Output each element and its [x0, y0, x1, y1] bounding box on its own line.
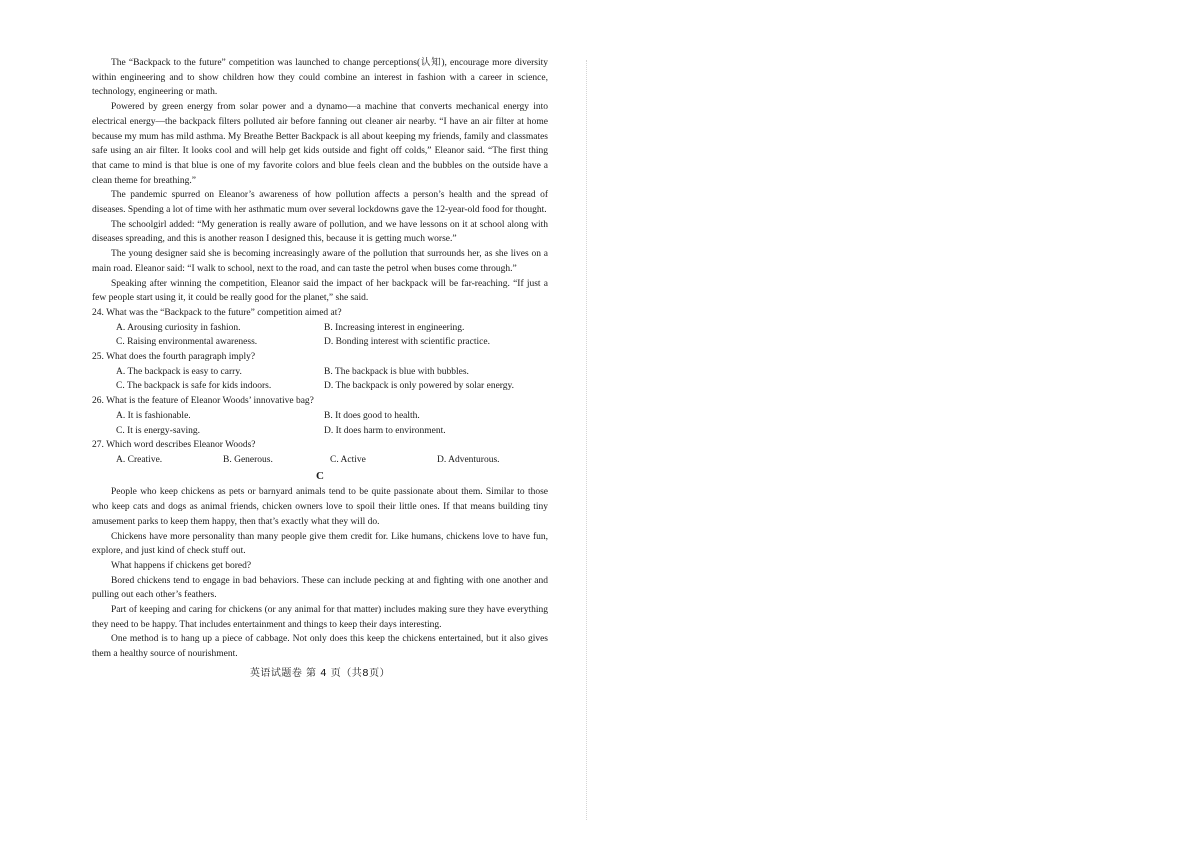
option-b: B. Increasing interest in engineering.	[324, 322, 465, 333]
passage-c	[92, 485, 548, 661]
option-d: D. Bonding interest with scientific practice.	[324, 337, 490, 348]
passage-b-paragraph-5: The young designer said she is becoming increasingly aware of the pollution that surrounds her, as she lives on a main road. Eleanor said: “I walk to school, next to the road, and can taste the petrol when buses come through.”	[92, 249, 548, 274]
passage-b-paragraph-2: Powered by green energy from solar power and a dynamo—a machine that converts mechanical energy into electrical energy—the backpack filters polluted air before fanning out cleaner air nearby. “I have an air filter at home because my mum has mild asthma. My Breathe Better Backpack is all about keeping my friends, family and classmates safe using an air filter. It looks cool and will help get kids outside and fight off colds,” Eleanor said. “The first thing that came to mind is that blue is one of my favorite colors and blue feels clean and the bubbles on the outside have a clean theme for breathing.”	[92, 102, 548, 186]
option-a: A. Creative.	[116, 454, 163, 465]
passage-b-paragraph-4: The schoolgirl added: “My generation is really aware of pollution, and we have lessons on it at school along with diseases spreading, and this is another reason I designed this, because it is getting much worse.”	[92, 219, 548, 245]
option-row	[92, 453, 548, 468]
passage-b-paragraph-6: Speaking after winning the competition, Eleanor said the impact of her backpack will be far-reaching. “If just a few people start using it, it could be really good for the planet,” she said.	[92, 278, 548, 304]
question-stem: 26. What is the feature of Eleanor Woods’ innovative bag?	[92, 396, 314, 407]
option-d: D. It does harm to environment.	[324, 425, 446, 436]
question-24	[92, 306, 548, 350]
option-b: B. It does good to health.	[324, 410, 420, 421]
option-row	[92, 321, 548, 336]
option-a: A. The backpack is easy to carry.	[116, 366, 242, 377]
question-26	[92, 394, 548, 438]
option-d: D. The backpack is only powered by solar energy.	[324, 381, 515, 392]
passage-c-paragraph-6: One method is to hang up a piece of cabbage. Not only does this keep the chickens entertained, but it also gives them a healthy source of nourishment.	[92, 634, 548, 660]
option-d: D. Adventurous.	[437, 454, 500, 465]
option-c: C. Active	[330, 454, 366, 465]
passage-c-paragraph-3: What happens if chickens get bored?	[111, 560, 252, 571]
passage-b-paragraph-3: The pandemic spurred on Eleanor’s awareness of how pollution affects a person’s health and the spread of diseases. Spending a lot of time with her asthmatic mum over several lockdowns gave the 12-year-old food for thought.	[92, 190, 548, 216]
option-b: B. The backpack is blue with bubbles.	[324, 366, 469, 377]
passage-c-paragraph-5: Part of keeping and caring for chickens (or any animal for that matter) includes making sure they have everything they need to be happy. That includes entertainment and things to keep their days interesting.	[92, 605, 548, 630]
page-divider	[586, 60, 587, 820]
option-row	[92, 409, 548, 424]
passage-c-paragraph-4: Bored chickens tend to engage in bad behaviors. These can include pecking at and fighting with one another and pulling out each other’s feathers.	[92, 575, 548, 601]
passage-b-paragraph-1: The “Backpack to the future” competition was launched to change perceptions(认知), encourage more diversity within engineering and to show children how they could combine an interest in fashion with a career in science, technology, engineering or math.	[92, 58, 548, 98]
passage-b	[92, 56, 548, 306]
question-stem: 27. Which word describes Eleanor Woods?	[92, 440, 256, 451]
passage-c-paragraph-2: Chickens have more personality than many people give them credit for. Like humans, chickens love to have fun, explore, and just kind of check stuff out.	[92, 531, 548, 557]
section-heading-c: C	[316, 469, 324, 482]
passage-c-paragraph-1: People who keep chickens as pets or barnyard animals tend to be quite passionate about them. Similar to those who keep cats and dogs as animal friends, chicken owners love to spoil their little ones. If that means building tiny amusement parks to keep them happy, then that’s exactly what they will do.	[92, 487, 548, 527]
option-row	[92, 365, 548, 380]
question-25	[92, 350, 548, 394]
option-c: C. It is energy-saving.	[116, 425, 200, 436]
option-a: A. Arousing curiosity in fashion.	[116, 322, 241, 333]
option-c: C. The backpack is safe for kids indoors.	[116, 381, 272, 392]
question-stem: 24. What was the “Backpack to the future” competition aimed at?	[92, 307, 342, 318]
option-c: C. Raising environmental awareness.	[116, 337, 258, 348]
option-row	[92, 335, 548, 350]
page-footer: 英语试题卷 第 4 页（共8页）	[249, 667, 391, 679]
exam-page-column	[92, 56, 548, 682]
question-27	[92, 438, 548, 467]
option-b: B. Generous.	[223, 454, 273, 465]
option-row	[92, 379, 548, 394]
option-a: A. It is fashionable.	[116, 410, 191, 421]
option-row	[92, 424, 548, 439]
question-stem: 25. What does the fourth paragraph imply?	[92, 352, 256, 363]
